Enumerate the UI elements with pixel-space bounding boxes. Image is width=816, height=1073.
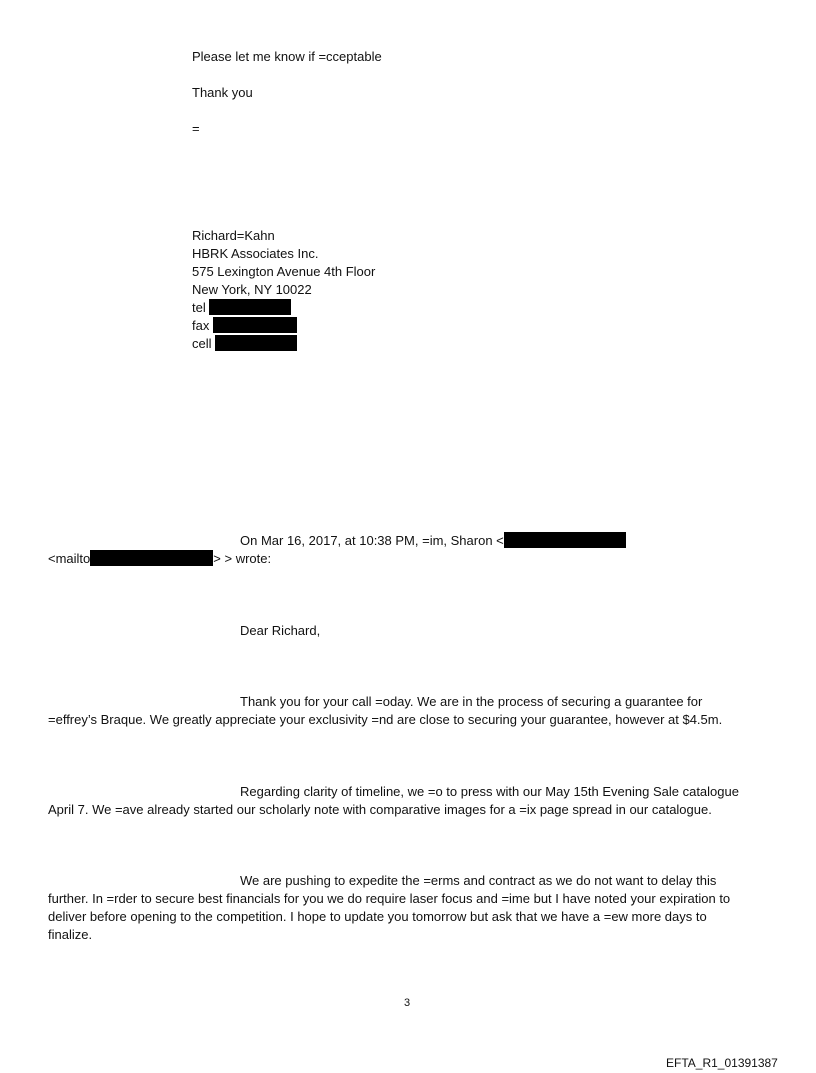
paragraph-line: further. In =rder to secure best financials for you we do require laser focus and =ime but I have noted your expiration to (48, 891, 731, 906)
signature-company: HBRK Associates Inc. (192, 246, 319, 261)
salutation: Dear Richard, (240, 623, 321, 638)
paragraph-line: finalize. (48, 927, 93, 942)
redaction-box (215, 335, 297, 351)
cell-label: cell (192, 336, 212, 351)
paragraph-line: =effrey’s Braque. We greatly appreciate your exclusivity =nd are close to securing your guarantee, however at $4.5m. (48, 712, 723, 727)
tel-label: tel (192, 300, 206, 315)
paragraph-line: Thank you for your call =oday. We are in the process of securing a guarantee for (240, 694, 703, 709)
text-line: = (192, 121, 200, 136)
signature-cell (192, 335, 297, 353)
mailto-suffix: > > wrote: (213, 551, 272, 566)
redaction-box (213, 317, 297, 333)
paragraph-line: deliver before opening to the competition. I hope to update you tomorrow but ask that we have a =ew more days to (48, 909, 707, 924)
mailto-prefix: <mailto (48, 551, 91, 566)
signature-tel (192, 299, 291, 317)
signature-address: 575 Lexington Avenue 4th Floor (192, 264, 376, 279)
fax-label: fax (192, 318, 210, 333)
signature-fax (192, 317, 297, 335)
text-line: Thank you (192, 85, 253, 100)
paragraph-line: We are pushing to expedite the =erms and contract as we do not want to delay this (240, 873, 717, 888)
quote-header (240, 532, 626, 550)
text-line: Please let me know if =cceptable (192, 49, 382, 64)
paragraph-line: Regarding clarity of timeline, we =o to press with our May 15th Evening Sale catalogue (240, 784, 739, 799)
quote-mailto (48, 550, 271, 568)
bates-number: EFTA_R1_01391387 (666, 1056, 778, 1070)
redaction-box (90, 550, 213, 566)
quote-header-text: On Mar 16, 2017, at 10:38 PM, =im, Sharon < (240, 533, 504, 548)
redaction-box (504, 532, 626, 548)
signature-name: Richard=Kahn (192, 228, 275, 243)
signature-address: New York, NY 10022 (192, 282, 312, 297)
page-number: 3 (404, 997, 411, 1009)
redaction-box (209, 299, 291, 315)
paragraph-line: April 7. We =ave already started our scholarly note with comparative images for a =ix page spread in our catalogue. (48, 802, 712, 817)
